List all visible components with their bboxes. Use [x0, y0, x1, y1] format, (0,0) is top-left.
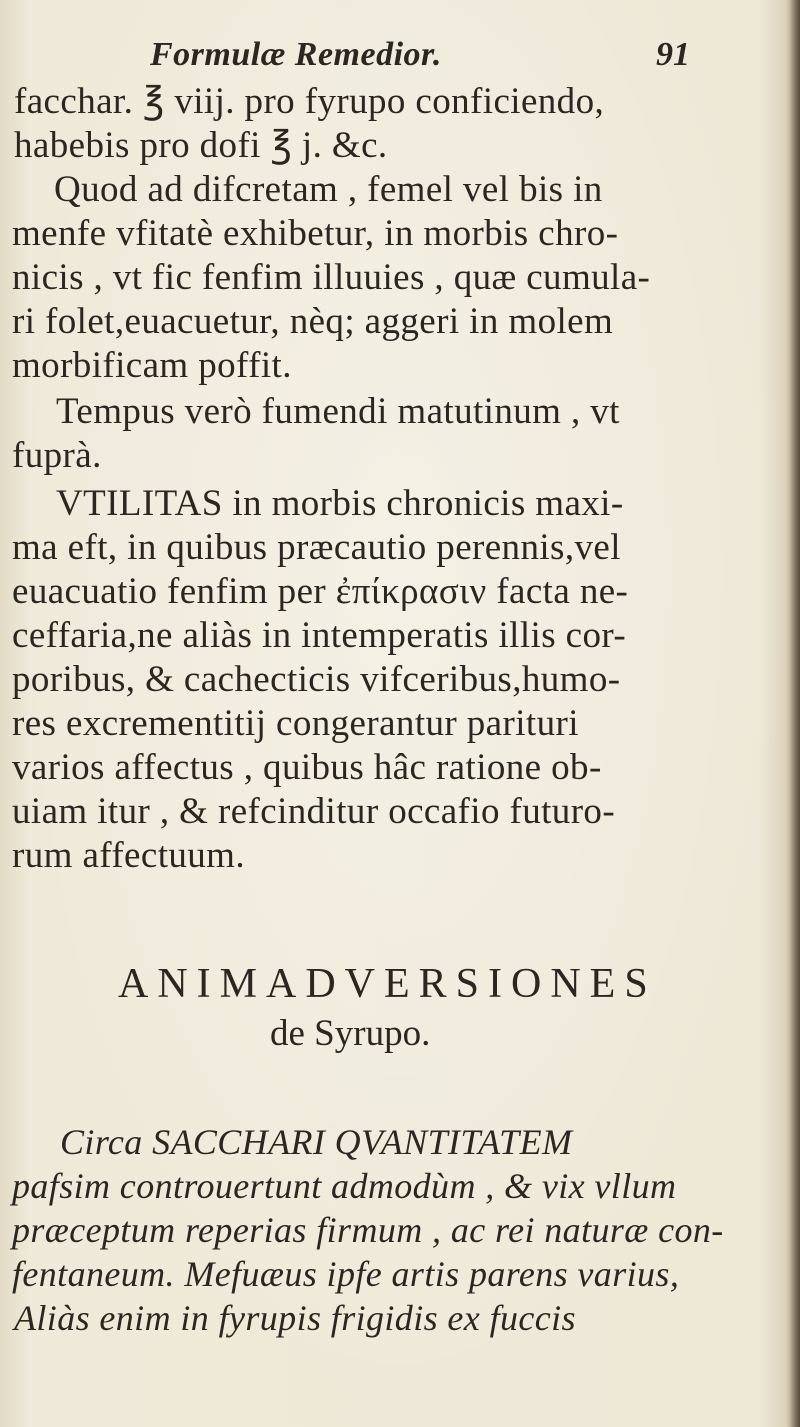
text-line: res excrementitij congerantur parituri — [12, 703, 579, 744]
text-line: pafsim controuertunt admodùm , & vix vllum — [12, 1166, 677, 1206]
text-line: fentaneum. Mefuæus ipfe artis parens varius, — [12, 1254, 680, 1294]
text-line: rum affectuum. — [12, 835, 246, 876]
text-line: ri folet,euacuetur, nèq; aggeri in molem — [12, 301, 614, 342]
text-line: varios affectus , quibus hâc ratione ob- — [12, 747, 602, 788]
text-line: fuprà. — [12, 435, 102, 476]
running-title: Formulæ Remedior. — [150, 36, 442, 73]
page-number: 91 — [656, 36, 690, 73]
section-heading: ANIMADVERSIONES — [118, 961, 657, 1007]
text-line: præceptum reperias firmum , ac rei naturæ con- — [12, 1210, 724, 1250]
text-line: ceffaria,ne aliàs in intemperatis illis cor- — [12, 615, 627, 656]
text-line: ma eft, in quibus præcautio perennis,vel — [12, 527, 621, 568]
text-line: habebis pro dofi ℥ j. &c. — [14, 125, 388, 166]
section-subheading: de Syrupo. — [270, 1013, 431, 1054]
text-line: Aliàs enim in fyrupis frigidis ex fuccis — [14, 1298, 576, 1338]
text-line: menfe vfitatè exhibetur, in morbis chro- — [12, 213, 619, 254]
text-line: facchar. ℥ viij. pro fyrupo conficiendo, — [14, 81, 605, 122]
text-line: VTILITAS in morbis chronicis maxi- — [56, 483, 624, 524]
text-line: euacuatio fenfim per ἐπίκρασιν facta ne- — [12, 571, 629, 612]
text-line: Tempus verò fumendi matutinum , vt — [56, 391, 620, 432]
text-line: uiam itur , & refcinditur occafio futuro- — [12, 791, 616, 832]
text-line: Quod ad difcretam , femel vel bis in — [54, 169, 603, 210]
text-line: nicis , vt fic fenfim illuuies , quæ cumula- — [12, 257, 651, 298]
page-edge-shadow — [786, 0, 800, 1427]
text-line: morbificam poffit. — [12, 345, 292, 386]
text-line: poribus, & cachecticis vifceribus,humo- — [12, 659, 621, 700]
text-line: Circa SACCHARI QVANTITATEM — [60, 1122, 573, 1162]
